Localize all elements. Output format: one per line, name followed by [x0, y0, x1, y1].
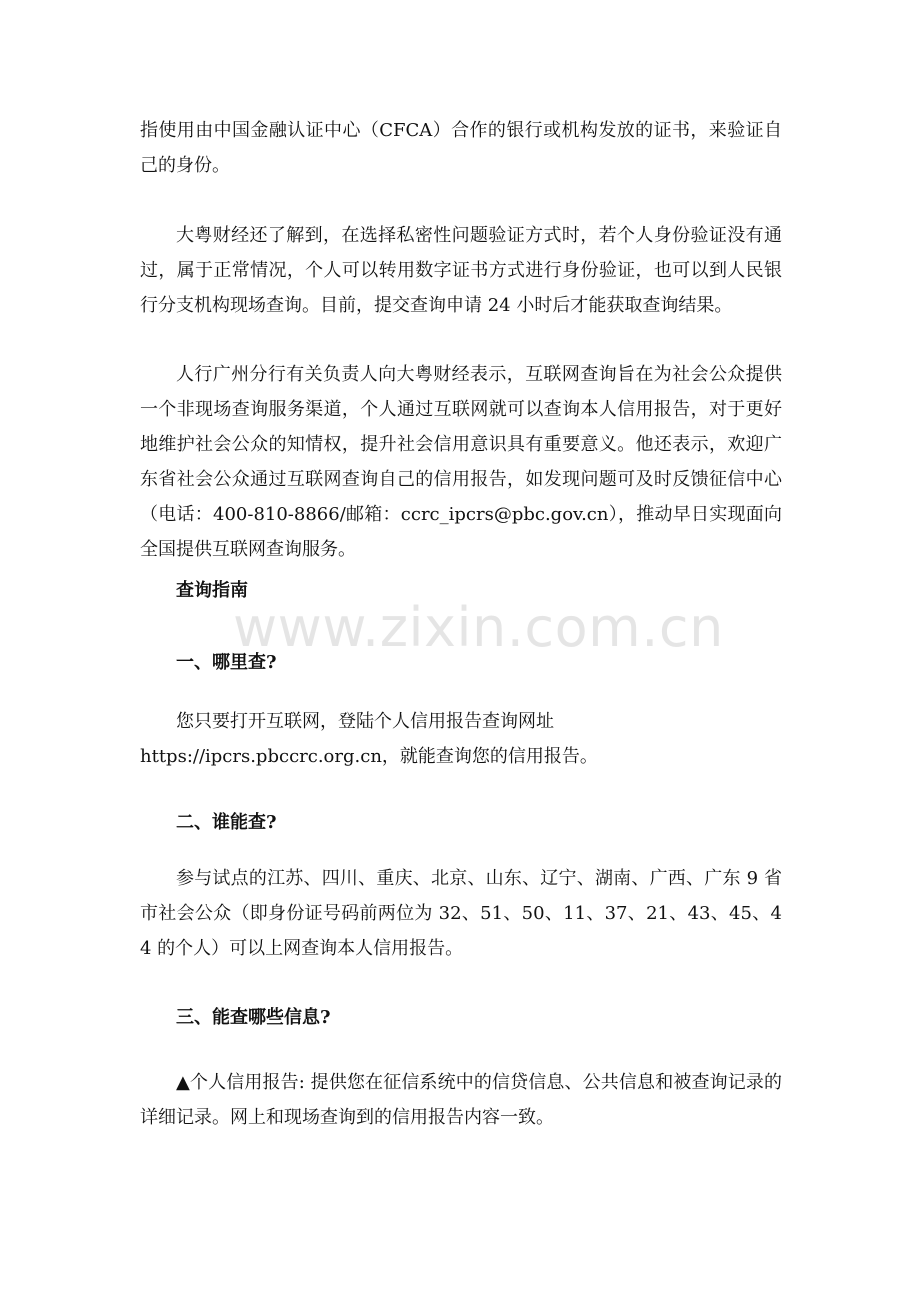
question-2-heading: 二、谁能查?: [176, 812, 277, 833]
question-3-heading: 三、能查哪些信息?: [176, 1007, 331, 1028]
guide-title: 查询指南: [176, 580, 248, 601]
question-1-answer-line1: 您只要打开互联网，登陆个人信用报告查询网址: [176, 711, 554, 732]
paragraph-official-statement: 人行广州分行有关负责人向大粤财经表示，互联网查询旨在为社会公众提供一个非现场查询服务渠道，个人通过互联网就可以查询本人信用报告，对于更好地维护社会公众的知情权，提升社会信用意识具有重要意义。他还表示，欢迎广东省社会公众通过互联网查询自己的信用报告，如发现问题可及时反馈征信中心（电话：400-810-8866/邮箱：ccrc_ipcrs@pbc.gov.cn），推动早日实现面向全国提供互联网查询服务。: [140, 364, 782, 560]
watermark: www.zixin.com.cn: [233, 596, 724, 659]
question-3-answer: ▲个人信用报告: 提供您在征信系统中的信贷信息、公共信息和被查询记录的详细记录。网上和现场查询到的信用报告内容一致。: [140, 1072, 782, 1128]
question-1-answer-url-line: https://ipcrs.pbccrc.org.cn，就能查询您的信用报告。: [140, 746, 598, 767]
question-2-answer: 参与试点的江苏、四川、重庆、北京、山东、辽宁、湖南、广西、广东 9 省市社会公众（即身份证号码前两位为 32、51、50、11、37、21、43、45、44 的个人）可以上网查询本人信用报告。: [140, 868, 782, 959]
question-1-answer: [140, 704, 782, 774]
question-1-heading: 一、哪里查?: [176, 652, 277, 673]
paragraph-privacy-verification: 大粤财经还了解到，在选择私密性问题验证方式时，若个人身份验证没有通过，属于正常情况，个人可以转用数字证书方式进行身份验证，也可以到人民银行分支机构现场查询。目前，提交查询申请 24 小时后才能获取查询结果。: [140, 225, 782, 316]
paragraph-cfca: 指使用由中国金融认证中心（CFCA）合作的银行或机构发放的证书，来验证自己的身份。: [140, 120, 782, 176]
